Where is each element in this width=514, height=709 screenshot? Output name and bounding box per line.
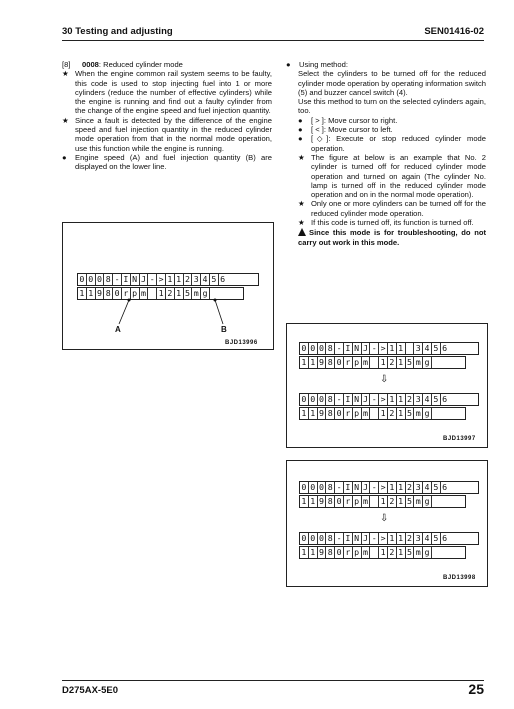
bullet-text: When the engine common rail system seems to be faulty, this code is used to stop injecting fuel into 1 or more cylinders (reduce the number of effective cylinders) while the engine is running and find out a faulty cylinder from the change of the engine speed and fuel injection quantity. <box>75 69 272 116</box>
lcd-char: 1 <box>308 496 317 507</box>
lcd-char: 5 <box>405 547 414 558</box>
lcd-char: g <box>422 496 431 507</box>
lcd-char: - <box>369 482 378 493</box>
bullet-mark: ★ <box>298 199 305 209</box>
lcd-char: p <box>352 496 361 507</box>
left-bullet <box>62 69 272 115</box>
using-method: ● Using method: <box>286 60 486 69</box>
lcd-char: r <box>121 288 130 299</box>
lcd-char: 1 <box>378 408 387 419</box>
lcd-char: 2 <box>405 533 414 544</box>
lcd-char: 0 <box>301 482 307 492</box>
lcd-char: 1 <box>396 482 405 493</box>
callout-lines <box>63 223 273 349</box>
lcd-char: 8 <box>325 394 334 405</box>
lcd-char: 0 <box>301 343 307 353</box>
lcd-char: J <box>361 482 370 493</box>
lcd-char: g <box>422 547 431 558</box>
bullet-mark: ★ <box>62 115 69 125</box>
bullet-mark: ★ <box>62 69 69 79</box>
lcd-char: m <box>361 496 370 507</box>
lcd-char: m <box>139 288 148 299</box>
lcd-char: 1 <box>396 394 405 405</box>
lcd-char: 8 <box>325 496 334 507</box>
lcd-char: 1 <box>301 408 307 418</box>
lcd-char: 4 <box>422 343 431 354</box>
bullet-mark: ● <box>298 125 303 135</box>
lcd-char: 5 <box>431 482 440 493</box>
lcd-char: 8 <box>103 274 112 285</box>
lcd-char: 6 <box>440 482 449 493</box>
lcd-char <box>431 408 440 419</box>
lcd-char: m <box>191 288 200 299</box>
lcd-char: 1 <box>301 547 307 557</box>
lcd-char: 0 <box>317 482 326 493</box>
lcd-line-1 <box>299 342 479 355</box>
item-title: : Reduced cylinder mode <box>98 60 183 69</box>
lcd-char: 1 <box>396 547 405 558</box>
lcd-char: 1 <box>86 288 95 299</box>
lcd-char: 1 <box>174 288 183 299</box>
key-item <box>298 125 486 134</box>
lcd-char: - <box>334 343 343 354</box>
figure-id: BJD13998 <box>443 575 476 581</box>
lcd-char: > <box>156 274 165 285</box>
lcd-char: N <box>352 533 361 544</box>
lcd-char: 8 <box>325 408 334 419</box>
lcd-line-4 <box>299 407 466 420</box>
figure-id: BJD13997 <box>443 436 476 442</box>
lcd-char: N <box>352 482 361 493</box>
lcd-char: m <box>413 496 422 507</box>
lcd-char: r <box>343 408 352 419</box>
bullet-mark: ● <box>62 152 67 162</box>
lcd-char: 0 <box>301 533 307 543</box>
lcd-char: 1 <box>378 496 387 507</box>
lcd-char: 9 <box>317 496 326 507</box>
lcd-line-1 <box>299 481 479 494</box>
using-text-1: Select the cylinders to be turned off for the reduced cylinder mode operation by operating information switch (5) and buzzer cancel switch (4). <box>298 69 486 97</box>
lcd-char: - <box>334 533 343 544</box>
lcd-char: 1 <box>387 394 396 405</box>
page-footer <box>62 680 484 697</box>
lcd-char: 1 <box>308 357 317 368</box>
lcd-char: 5 <box>431 533 440 544</box>
lcd-char: 9 <box>317 357 326 368</box>
label-a: A <box>115 325 121 334</box>
lcd-char: 0 <box>317 343 326 354</box>
lcd-char: 1 <box>174 274 183 285</box>
lcd-char: m <box>413 357 422 368</box>
lcd-char: 1 <box>301 496 307 506</box>
bullet-text: Only one or more cylinders can be turned off for the reduced cylinder mode operation. <box>311 199 486 218</box>
lcd-char: 0 <box>317 533 326 544</box>
lcd-char <box>369 547 378 558</box>
lcd-char: p <box>352 357 361 368</box>
lcd-char <box>405 343 414 354</box>
lcd-char: 9 <box>317 408 326 419</box>
lcd-char: 1 <box>396 357 405 368</box>
lcd-char: m <box>413 408 422 419</box>
left-bullet <box>62 116 272 153</box>
lcd-char: 0 <box>334 357 343 368</box>
lcd-char: m <box>413 547 422 558</box>
lcd-char: 5 <box>405 496 414 507</box>
bullet-text: Since a fault is detected by the difference of the engine speed and fuel injection quantity in the reduced cylinder mode operation from that in the normal mode operation, use this function while the engine is running. <box>75 115 272 153</box>
lcd-char <box>369 496 378 507</box>
note-item <box>298 218 486 227</box>
bullet-mark: ● <box>298 115 303 125</box>
lcd-char: N <box>352 343 361 354</box>
note-item <box>298 153 486 199</box>
lcd-char: 1 <box>396 496 405 507</box>
lcd-char: 3 <box>413 482 422 493</box>
lcd-char: 1 <box>387 482 396 493</box>
model-number: D275AX-5E0 <box>62 685 118 696</box>
lcd-char: N <box>130 274 139 285</box>
bullet-text: [ > ]: Move cursor to right. <box>311 115 398 125</box>
lcd-char: 4 <box>422 482 431 493</box>
lcd-char: 1 <box>79 288 85 298</box>
item-number: [8] <box>62 60 71 69</box>
lcd-char: g <box>422 408 431 419</box>
lcd-char: 5 <box>183 288 192 299</box>
lcd-char: 8 <box>325 343 334 354</box>
lcd-char: 1 <box>387 343 396 354</box>
lcd-char: 2 <box>405 394 414 405</box>
lcd-char: g <box>200 288 209 299</box>
lcd-char: 1 <box>396 533 405 544</box>
lcd-char: 2 <box>387 408 396 419</box>
lcd-char: 8 <box>325 533 334 544</box>
lcd-char: - <box>334 394 343 405</box>
lcd-char: 9 <box>95 288 104 299</box>
lcd-char <box>431 357 440 368</box>
lcd-char <box>431 547 440 558</box>
figure-1 <box>62 222 274 350</box>
lcd-char: 2 <box>387 357 396 368</box>
lcd-char: r <box>343 357 352 368</box>
lcd-line-3 <box>299 393 479 406</box>
key-item <box>298 116 486 125</box>
lcd-char: 5 <box>431 394 440 405</box>
lcd-char: > <box>378 343 387 354</box>
lcd-char: 3 <box>191 274 200 285</box>
item-heading <box>62 60 272 69</box>
bullet-text: [◇]: Execute or stop reduced cylinder mode operation. <box>311 134 486 153</box>
lcd-char: p <box>352 547 361 558</box>
down-arrow-icon: ⇩ <box>380 513 389 524</box>
lcd-char: 2 <box>183 274 192 285</box>
bullet-text: If this code is turned off, its function is turned off. <box>311 218 474 228</box>
bullet-text: [ < ]: Move cursor to left. <box>311 125 393 135</box>
right-column <box>286 60 486 247</box>
bullet-text: Engine speed (A) and fuel injection quantity (B) are displayed on the lower line. <box>75 152 272 172</box>
lcd-char: 0 <box>86 274 95 285</box>
bullet-mark: ★ <box>298 218 305 228</box>
lcd-char: - <box>147 274 156 285</box>
lcd-char: J <box>361 533 370 544</box>
lcd-char: 0 <box>301 394 307 404</box>
document-id: SEN01416-02 <box>424 26 484 37</box>
lcd-char: 5 <box>431 343 440 354</box>
lcd-char: 4 <box>422 394 431 405</box>
page-number: 25 <box>468 681 484 697</box>
lcd-char: r <box>343 547 352 558</box>
lcd-char: 3 <box>413 394 422 405</box>
lcd-line-4 <box>299 546 466 559</box>
lcd-char: 0 <box>308 533 317 544</box>
bullet-mark: ● <box>298 134 303 144</box>
lcd-char: 0 <box>95 274 104 285</box>
lcd-char: > <box>378 482 387 493</box>
lcd-char: 1 <box>387 533 396 544</box>
lcd-char: 4 <box>422 533 431 544</box>
lcd-char: 6 <box>440 343 449 354</box>
note-list <box>286 153 486 227</box>
warning-icon <box>298 228 306 236</box>
lcd-line-3 <box>299 532 479 545</box>
left-column <box>62 60 272 172</box>
lcd-char: m <box>361 547 370 558</box>
lcd-char: 0 <box>79 274 85 284</box>
lcd-char: 6 <box>440 394 449 405</box>
lcd-char: 8 <box>325 547 334 558</box>
lcd-char: 4 <box>200 274 209 285</box>
lcd-char: 8 <box>325 357 334 368</box>
lcd-char: 0 <box>334 496 343 507</box>
lcd-char: 0 <box>334 547 343 558</box>
down-arrow-icon: ⇩ <box>380 374 389 385</box>
lcd-char: 2 <box>387 496 396 507</box>
lcd-char: 1 <box>378 547 387 558</box>
using-text-2: Use this method to turn on the selected cylinders again, too. <box>298 97 486 116</box>
lcd-char: 1 <box>308 547 317 558</box>
lcd-char: 3 <box>413 533 422 544</box>
lcd-char: 1 <box>396 408 405 419</box>
label-b: B <box>221 325 227 334</box>
lcd-char: J <box>139 274 148 285</box>
lcd-char: I <box>343 482 352 493</box>
figure-id: BJD13996 <box>225 340 258 346</box>
lcd-char: 1 <box>165 274 174 285</box>
lcd-char: 2 <box>165 288 174 299</box>
lcd-char: 8 <box>325 482 334 493</box>
lcd-char: g <box>422 357 431 368</box>
lcd-char: - <box>112 274 121 285</box>
item-code: 0008 <box>82 60 99 69</box>
figure-3 <box>286 460 488 587</box>
lcd-char <box>431 496 440 507</box>
left-bullet <box>62 153 272 172</box>
lcd-char: p <box>352 408 361 419</box>
lcd-char <box>369 357 378 368</box>
lcd-char: - <box>369 343 378 354</box>
bullet-text: The figure at below is an example that No. 2 cylinder is turned off for reduced cylinder mode operation and turned on again (The cylinder No. lamp is turned off in the reduced cylinder mode operation and on in the normal mode operation). <box>311 152 486 200</box>
lcd-char: 5 <box>209 274 218 285</box>
note-item <box>298 199 486 218</box>
lcd-char: 2 <box>405 482 414 493</box>
lcd-char: 5 <box>405 357 414 368</box>
left-bullets <box>62 69 272 171</box>
lcd-char: J <box>361 394 370 405</box>
lcd-char: 6 <box>440 533 449 544</box>
lcd-char: 3 <box>413 343 422 354</box>
lcd-char: N <box>352 394 361 405</box>
figure-2 <box>286 323 488 448</box>
lcd-char: 1 <box>301 357 307 367</box>
warning-text: Since this mode is for troubleshooting, do not carry out work in this mode. <box>298 228 486 247</box>
lcd-char: m <box>361 408 370 419</box>
lcd-char: r <box>343 496 352 507</box>
lcd-char: 0 <box>308 482 317 493</box>
using-title: Using method: <box>299 60 348 69</box>
lcd-char: p <box>130 288 139 299</box>
lcd-char: 0 <box>112 288 121 299</box>
lcd-char: - <box>369 394 378 405</box>
lcd-char: 0 <box>308 343 317 354</box>
lcd-char: 1 <box>308 408 317 419</box>
key-item <box>298 134 486 153</box>
lcd-char: - <box>334 482 343 493</box>
lcd-char: I <box>343 394 352 405</box>
lcd-char: J <box>361 343 370 354</box>
key-list <box>286 116 486 153</box>
lcd-char: 2 <box>387 547 396 558</box>
bullet-mark: ★ <box>298 152 305 162</box>
lcd-char: 0 <box>317 394 326 405</box>
lcd-char: 5 <box>405 408 414 419</box>
lcd-line-2 <box>299 495 466 508</box>
lcd-char: m <box>361 357 370 368</box>
lcd-char: 9 <box>317 547 326 558</box>
lcd-char <box>369 408 378 419</box>
lcd-char: > <box>378 533 387 544</box>
lcd-char: 6 <box>218 274 227 285</box>
section-title: 30 Testing and adjusting <box>62 26 173 37</box>
lcd-char: 0 <box>308 394 317 405</box>
page-header <box>62 24 484 41</box>
lcd-char: 8 <box>103 288 112 299</box>
lcd-char: 1 <box>156 288 165 299</box>
lcd-char: 0 <box>334 408 343 419</box>
lcd-char: I <box>343 343 352 354</box>
lcd-line-2 <box>299 356 466 369</box>
lcd-char: - <box>369 533 378 544</box>
lcd-char: I <box>121 274 130 285</box>
lcd-char: 1 <box>378 357 387 368</box>
lcd-char: I <box>343 533 352 544</box>
warning <box>286 227 486 247</box>
lcd-char: 1 <box>396 343 405 354</box>
lcd-char: > <box>378 394 387 405</box>
